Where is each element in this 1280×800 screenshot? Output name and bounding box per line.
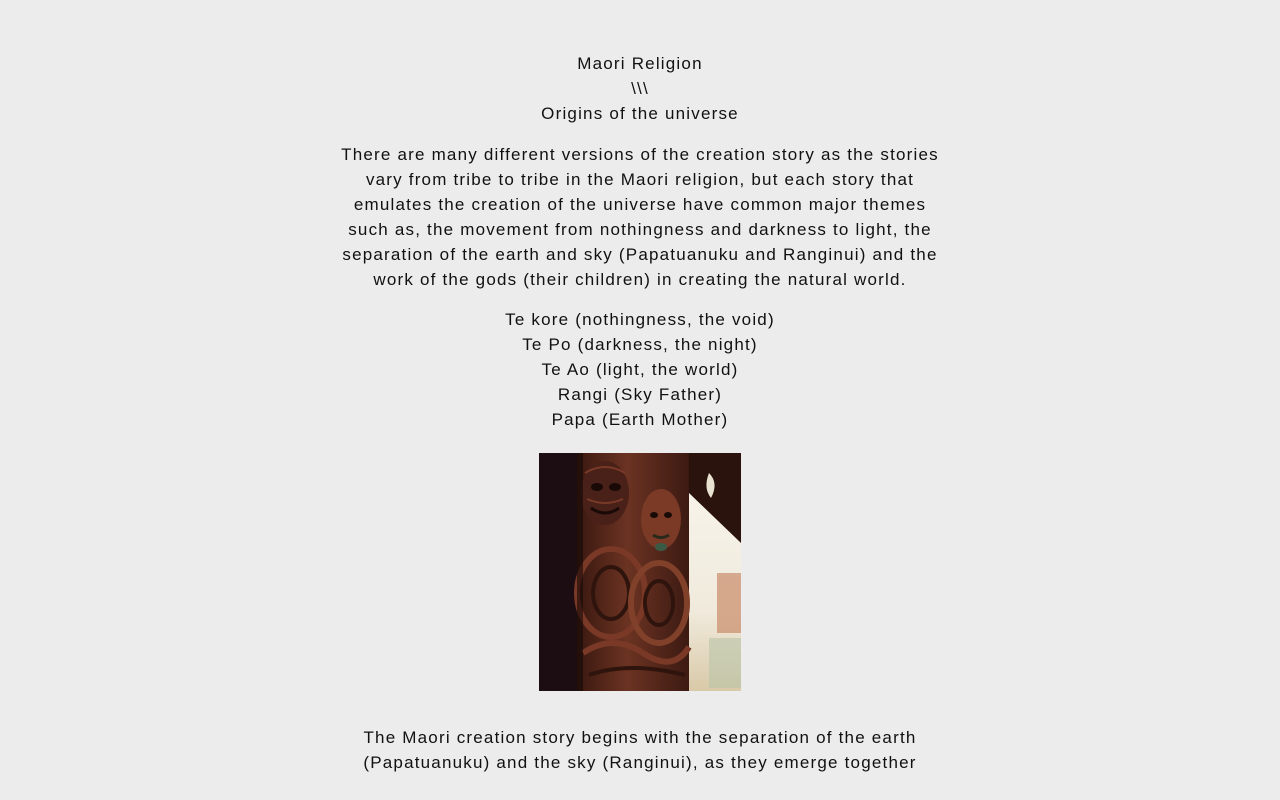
pillar-edge (577, 453, 583, 691)
title-separator: \\\ (631, 79, 649, 98)
main-content (340, 51, 940, 775)
lower-eye-right (664, 512, 672, 518)
intro-paragraph: There are many different versions of the creation story as the stories vary from tribe to tribe in the Maori religion, but each story that emulates the creation of the universe have common major themes such as, the movement from nothingness and darkness to light, the separation of the earth and sky (Papatuanuku and Ranginui) and the work of the gods (their children) in creating the natural world. (341, 145, 939, 289)
lower-eye-left (650, 512, 658, 518)
upper-eye-right (609, 483, 621, 491)
era-item: Papa (Earth Mother) (551, 410, 729, 429)
lower-face (641, 489, 681, 549)
era-item: Te Ao (light, the world) (541, 360, 739, 379)
era-item: Te Po (darkness, the night) (522, 335, 758, 354)
story-paragraph: The Maori creation story begins with the separation of the earth (Papatuanuku) and the sky (Ranginui), as they emerge together (363, 728, 917, 772)
maori-carving-image (539, 453, 741, 691)
pounamu-chin (655, 543, 667, 551)
page-header (340, 51, 940, 126)
era-item: Te kore (nothingness, the void) (505, 310, 775, 329)
upper-eye-left (591, 483, 603, 491)
figure-container (340, 453, 940, 691)
page-title: Maori Religion (577, 54, 703, 73)
era-item: Rangi (Sky Father) (557, 385, 723, 404)
window-detail-green (709, 638, 741, 688)
carving-illustration (539, 453, 741, 691)
window-detail (717, 573, 741, 633)
creation-eras-list (340, 307, 940, 432)
page-subtitle: Origins of the universe (541, 104, 739, 123)
